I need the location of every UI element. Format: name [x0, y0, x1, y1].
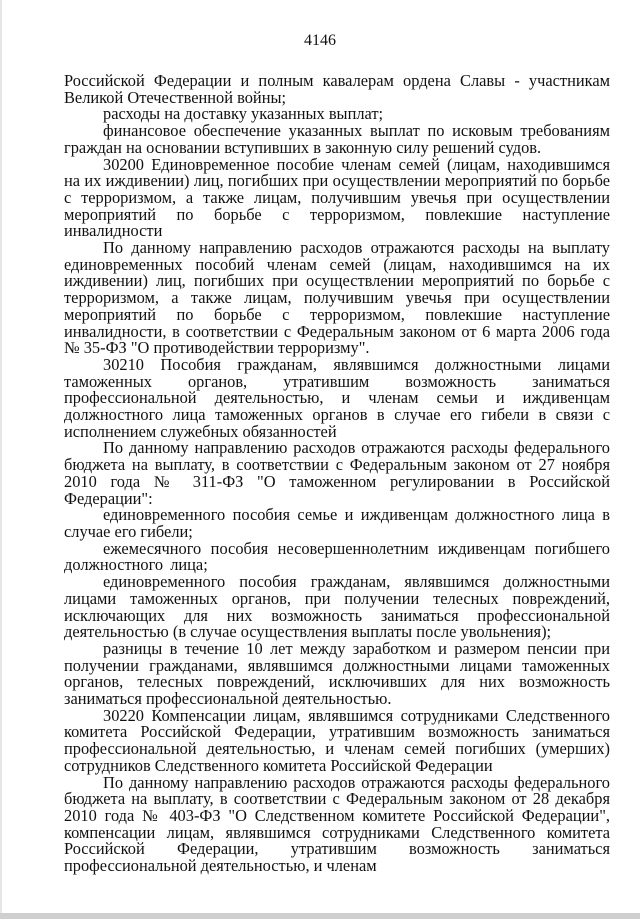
paragraph-delivery-costs: расходы на доставку указанных выплат; — [103, 104, 384, 124]
paragraph-30210-item-1: единовременного пособия семье и иждивенцам должностного лица в случае его гибели; — [64, 505, 610, 541]
scan-edge-shade — [0, 0, 2, 919]
paragraph-30210-description: По данному направлению расходов отражаются расходы федерального бюджета на выплату, в соответствии с Федеральным законом от 27 ноября 2010 года № 311-ФЗ "О таможенном регулировании в Российской Федерации": — [64, 438, 610, 508]
paragraph-30210-item-2: ежемесячного пособия несовершеннолетним иждивенцам погибшего должностного лица; — [64, 538, 610, 575]
paragraph-financial-support: финансовое обеспечение указанных выплат по исковым требованиям граждан на основании вступивших в законную силу решений судов. — [64, 121, 610, 157]
paragraph-continuation: Российской Федерации и полным кавалерам ордена Славы - участникам Великой Отечественной войны; — [64, 71, 610, 107]
document-body — [64, 73, 610, 875]
page-number: 4146 — [304, 32, 336, 49]
paragraph-30220-description: По данному направлению расходов отражаются расходы федерального бюджета на выплату, в соответствии с Федеральным законом от 28 декабря 2010 года № 403-ФЗ "О Следственном комитете Российской Федерации", компенсации лицам, являвшимся сотрудниками Следственного комитета Российской Федерации, утратившим возможность заниматься профессиональной деятельностью, и членам — [64, 772, 610, 876]
paragraph-30210-heading: 30210 Пособия гражданам, являвшимся должностными лицами таможенных органов, утратившим возможность заниматься профессиональной деятельностью, и членам семьи и иждивенцам должностного лица таможенных органов в случае его гибели в связи с исполнением служебных обязанностей — [64, 354, 610, 441]
paragraph-30200-description: По данному направлению расходов отражаются расходы на выплату единовременных пособий членам семей (лицам, находившимся на их иждивении) лиц, погибших при осуществлении мероприятий по борьбе с терроризмом, а также лицам, получившим увечья при осуществлении мероприятий по борьбе с терроризмом, повлекшие наступление инвалидности, в соответствии с Федеральным законом от 6 марта 2006 года № 35-ФЗ "О противодействии терроризму". — [64, 238, 610, 358]
paragraph-30210-item-4: разницы в течение 10 лет между заработком и размером пенсии при получении гражданами, являвшимся должностными лицами таможенных органов, телесных повреждений, исключивших для них возможность заниматься профессиональной деятельностью. — [64, 638, 610, 709]
paragraph-30200-heading: 30200 Единовременное пособие членам семей (лицам, находившимся на их иждивении) лиц, погибших при осуществлении мероприятий по борьбе с терроризмом, а также лицам, получившим увечья при осуществлении мероприятий по борьбе с терроризмом, повлекшие наступление инвалидности — [64, 154, 610, 241]
paragraph-30210-item-3: единовременного пособия гражданам, являвшимся должностными лицами таможенных органов, при получении телесных повреждений, исключающих для них возможность заниматься профессиональной деятельностью (в случае осуществления выплаты после увольнения); — [64, 572, 610, 642]
paragraph-30220-heading: 30220 Компенсации лицам, являвшимся сотрудниками Следственного комитета Российской Федерации, утратившим возможность заниматься профессиональной деятельностью, и членам семей погибших (умерших) сотрудников Следственного комитета Российской Федерации — [64, 705, 610, 775]
scan-bottom-edge — [0, 913, 640, 919]
